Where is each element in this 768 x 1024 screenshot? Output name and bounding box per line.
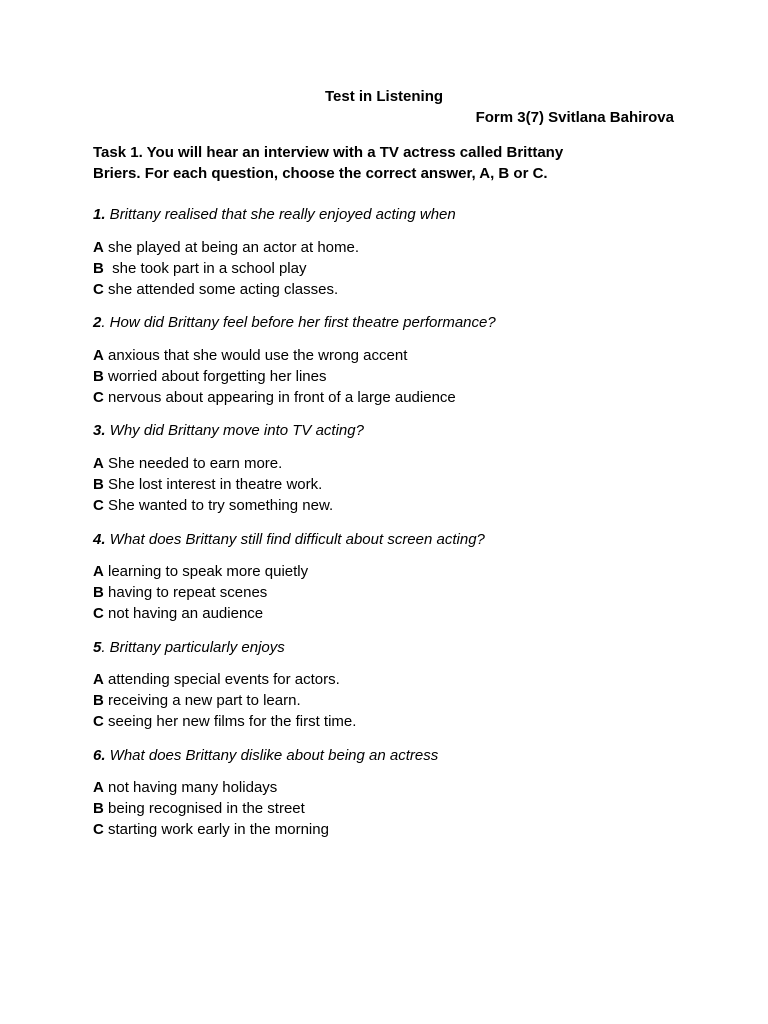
question-1 — [93, 204, 693, 300]
question-number: 2 — [93, 314, 102, 332]
option-letter: A — [93, 454, 104, 472]
question-number: 4. — [93, 530, 106, 548]
option-letter: B — [93, 475, 104, 493]
option-letter: A — [93, 563, 104, 581]
question-text: . Brittany particularly enjoys — [101, 638, 285, 656]
option-text: She wanted to try something new. — [103, 496, 334, 514]
question-text: . How did Brittany feel before her first theatre performance? — [101, 314, 496, 332]
option-text: She lost interest in theatre work. — [103, 475, 323, 493]
option-b — [93, 474, 693, 495]
option-letter: A — [93, 238, 104, 256]
option-b — [93, 690, 693, 711]
option-text: seeing her new films for the first time. — [103, 713, 357, 731]
option-letter: B — [93, 584, 104, 602]
option-text: she took part in a school play — [103, 259, 307, 277]
question-text: What does Brittany dislike about being an actress — [105, 746, 439, 764]
option-letter: A — [93, 346, 104, 364]
option-letter: C — [93, 280, 104, 298]
option-text: starting work early in the morning — [103, 821, 329, 839]
option-text: attending special events for actors. — [103, 671, 340, 689]
option-text: learning to speak more quietly — [103, 563, 309, 581]
question-number: 1. — [93, 206, 106, 223]
task-instructions — [93, 142, 653, 184]
option-letter: C — [93, 388, 104, 406]
option-text: she played at being an actor at home. — [103, 238, 360, 256]
question-stem — [93, 745, 693, 766]
question-text: Brittany realised that she really enjoyed acting when — [105, 206, 456, 223]
class-and-author: Form 3(7) Svitlana Bahirova — [475, 109, 674, 126]
option-letter: C — [93, 821, 104, 839]
option-text: not having an audience — [103, 605, 264, 623]
question-stem — [93, 312, 693, 333]
option-text: nervous about appearing in front of a large audience — [103, 388, 456, 406]
question-stem — [93, 420, 693, 441]
option-letter: B — [93, 800, 104, 818]
question-text: Why did Brittany move into TV acting? — [105, 422, 364, 440]
option-c — [93, 603, 693, 624]
option-text: having to repeat scenes — [103, 584, 268, 602]
question-text: What does Brittany still find difficult about screen acting? — [105, 530, 485, 548]
question-3 — [93, 420, 693, 516]
option-c — [93, 387, 693, 408]
option-b — [93, 366, 693, 387]
question-number: 5 — [93, 638, 102, 656]
question-6 — [93, 745, 693, 841]
option-letter: C — [93, 713, 104, 731]
option-c — [93, 819, 693, 840]
option-letter: A — [93, 779, 104, 797]
option-b — [93, 798, 693, 819]
option-text: not having many holidays — [103, 779, 278, 797]
option-text: worried about forgetting her lines — [103, 367, 327, 385]
option-letter: A — [93, 671, 104, 689]
question-2 — [93, 312, 693, 408]
question-number: 3. — [93, 422, 106, 440]
option-text: receiving a new part to learn. — [103, 692, 301, 710]
option-c — [93, 495, 693, 516]
option-letter: B — [93, 367, 104, 385]
task-line-1: Task 1. You will hear an interview with a TV actress called Brittany — [93, 144, 564, 161]
question-stem — [93, 204, 693, 225]
option-text: anxious that she would use the wrong accent — [103, 346, 408, 364]
question-5 — [93, 637, 693, 733]
task-line-2: Briers. For each question, choose the correct answer, A, B or C. — [93, 165, 548, 182]
page-title: Test in Listening — [324, 88, 444, 105]
option-letter: C — [93, 496, 104, 514]
option-text: She needed to earn more. — [103, 454, 283, 472]
option-b — [93, 582, 693, 603]
option-a — [93, 453, 693, 474]
question-list — [93, 204, 693, 853]
option-text: being recognised in the street — [103, 800, 305, 818]
option-a — [93, 777, 693, 798]
question-stem — [93, 637, 693, 658]
option-b — [93, 258, 693, 279]
option-a — [93, 237, 693, 258]
question-number: 6. — [93, 746, 106, 764]
option-letter: B — [93, 692, 104, 710]
option-letter: B — [93, 259, 104, 277]
option-a — [93, 669, 693, 690]
option-letter: C — [93, 605, 104, 623]
option-a — [93, 345, 693, 366]
option-c — [93, 279, 693, 300]
option-c — [93, 711, 693, 732]
option-a — [93, 561, 693, 582]
question-stem — [93, 529, 693, 550]
question-4 — [93, 529, 693, 625]
option-text: she attended some acting classes. — [103, 280, 339, 298]
